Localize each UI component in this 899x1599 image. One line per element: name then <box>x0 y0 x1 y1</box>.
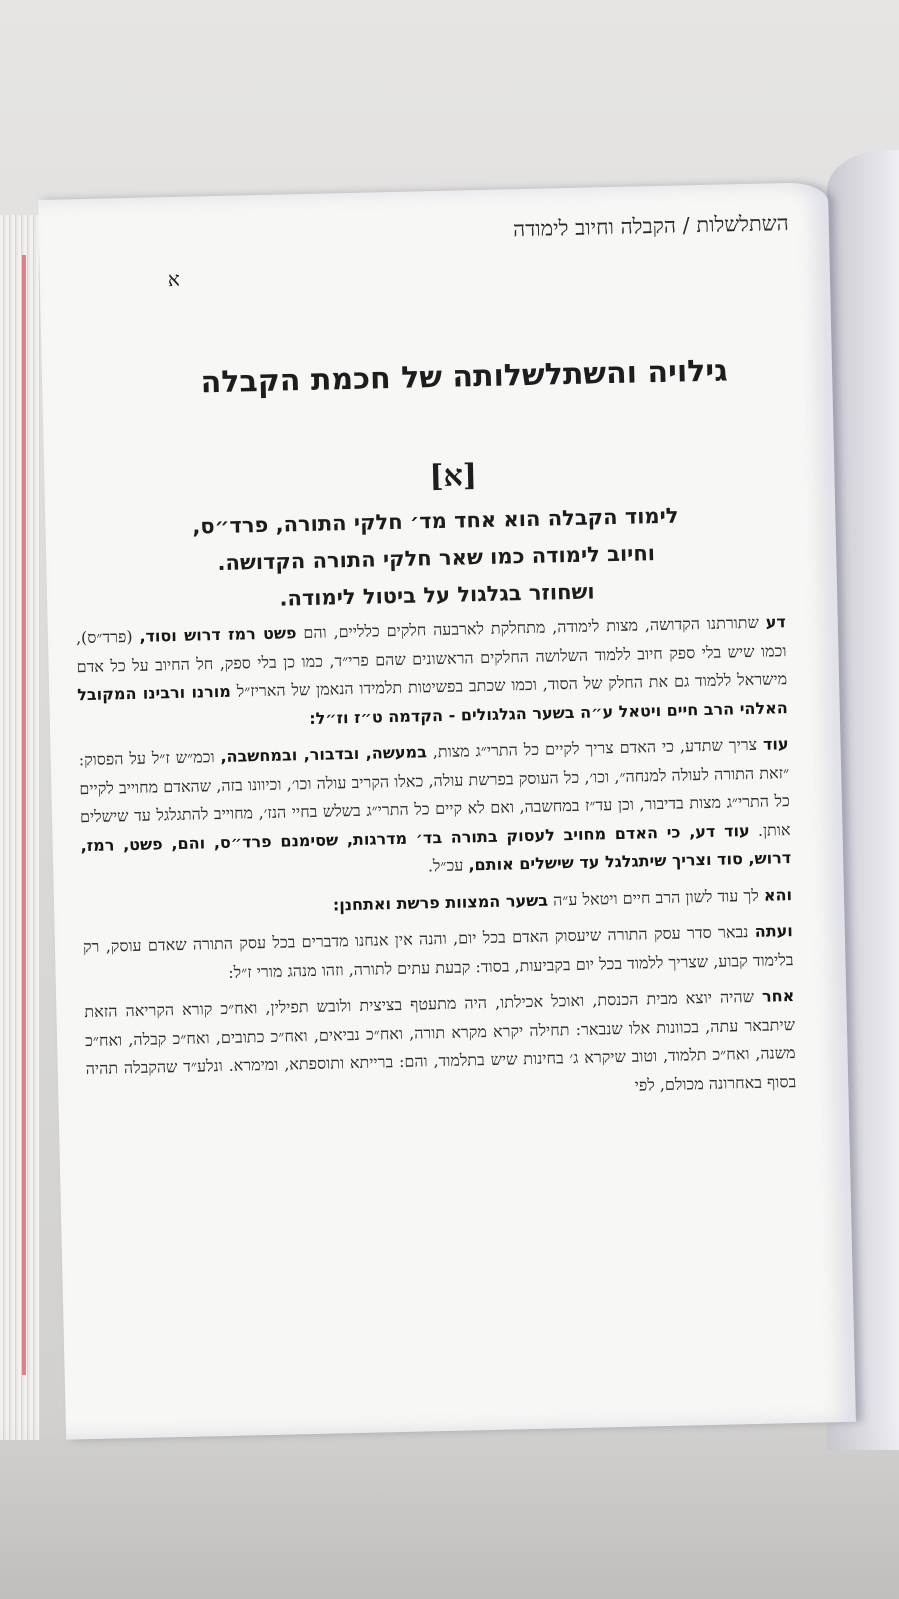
text-segment: שהיה יוצא מבית הכנסת, ואוכל אכילתו, היה מתעטף בציצית ולובש תפילין, ואח״כ קורא הקריאה הזאת שיתבאר עתה, בכוונות אלו שנבאר: תחילה יקרא מקרא תורה, ואח״כ נביאים, ואח״כ כתובים, ואח״כ קבלה, ואח״כ משנה, ואח״כ תלמוד, וטוב שיקרא ג׳ בחינות שיש בתלמוד, והם: ברייתא ותוספתא, ומימרא. ונלע״ד שהקבלה תהיה בסוף באחרונה מכולם, לפי <box>84 986 797 1095</box>
bold-segment: בשער המצוות פרשת ואתחנן: <box>332 890 549 914</box>
text-segment: לך עוד לשון הרב חיים ויטאל ע״ה <box>547 885 759 910</box>
body-paragraph <box>76 608 788 738</box>
running-head: השתלשלות / הקבלה וחיוב לימודה <box>512 210 789 242</box>
section-heading-line: ושחוזר בגלגול על ביטול לימודה. <box>279 579 595 611</box>
section-heading <box>105 496 767 622</box>
body-text <box>76 608 797 1120</box>
text-segment: (פרד״ס), וכמו שיש בלי ספק חיוב ללמוד השלושה החלקים הראשונים שהם פרי״ד, כמו כן בלי ספק, חל החיוב על כל אדם מישראל ללמוד גם את החלק של הסוד, וכמו שכתב בפשיטות תלמידו הנאמן של האריז״ל <box>75 626 788 701</box>
bookmark-ribbon <box>22 255 26 1375</box>
body-paragraph <box>84 982 796 1112</box>
section-heading-line: לימוד הקבלה הוא אחד מד׳ חלקי התורה, פרד״ס, <box>192 503 679 539</box>
book-page <box>38 182 856 1440</box>
paragraph-lead-word: דע <box>765 612 786 632</box>
bold-segment: במעשה, ובדבור, ובמחשבה, <box>220 742 428 767</box>
chapter-title: גילויה והשתלשלותה של חכמת הקבלה <box>200 353 728 401</box>
paragraph-lead-word: ועתה <box>754 921 793 941</box>
text-segment: צריך שתדע, כי האדם צריך לקיים כל התרי״ג מצות, <box>426 734 758 762</box>
section-mark: [א] <box>428 458 478 495</box>
section-heading-line: וחיוב לימודה כמו שאר חלקי התורה הקדושה. <box>217 541 656 576</box>
paragraph-lead-word: עוד <box>762 734 789 754</box>
paragraph-lead-word: והא <box>763 884 793 905</box>
text-segment: נבאר סדר עסק התורה שיעסוק האדם בכל יום, והנה אין אנחנו מדברים בכל עסק התורה שאדם עוסק, רק בלימוד קבוע, שצריך ללמוד בכל יום בקביעות, בסוד: קבעת עתים לתורה, וזהו מנהג מורי ז״ל: <box>82 922 794 982</box>
paragraph-lead-word: אחר <box>761 986 795 1006</box>
bold-segment: פשט רמז דרוש וסוד, <box>139 623 297 646</box>
bottom-shadow <box>0 1419 899 1599</box>
body-paragraph <box>78 730 791 889</box>
text-segment: עכ״ל. <box>427 855 469 876</box>
book-page-edges <box>0 215 40 1440</box>
text-segment: וכמ״ש ז״ל על הפסוק: ״זאת התורה לעולה למנחה״, וכו׳, כל העוסק בפרשת עולה, כאלו הקריב עולה וכו׳, וכיוונו בזה, שהאדם מחוייב לקיים כל התרי״ג מצות בדיבור, וכן עד״ז במחשבה, ואם לא קיים כל התרי״ג בשלש בחיי הנז׳, מחוייב להתגלגל עד שישלים אותן. <box>78 747 791 840</box>
bold-segment: מורנו ורבינו המקובל האלהי הרב חיים ויטאל ע״ה בשער הגלגולים - הקדמה ט״ז וז״ל: <box>77 681 788 728</box>
page-number: א <box>167 266 181 292</box>
body-paragraph <box>83 917 794 990</box>
bold-segment: עוד דע, כי האדם מחויב לעסוק בתורה בד׳ מדרגות, שסימנם פרד״ס, והם, פשט, רמז, דרוש, סוד וצריך שיתגלגל עד שישלים אותם, <box>80 820 792 875</box>
text-segment: שתורתנו הקדושה, מצות לימודה, מתחלקת לארבעה חלקים כלליים, והם <box>296 612 760 643</box>
